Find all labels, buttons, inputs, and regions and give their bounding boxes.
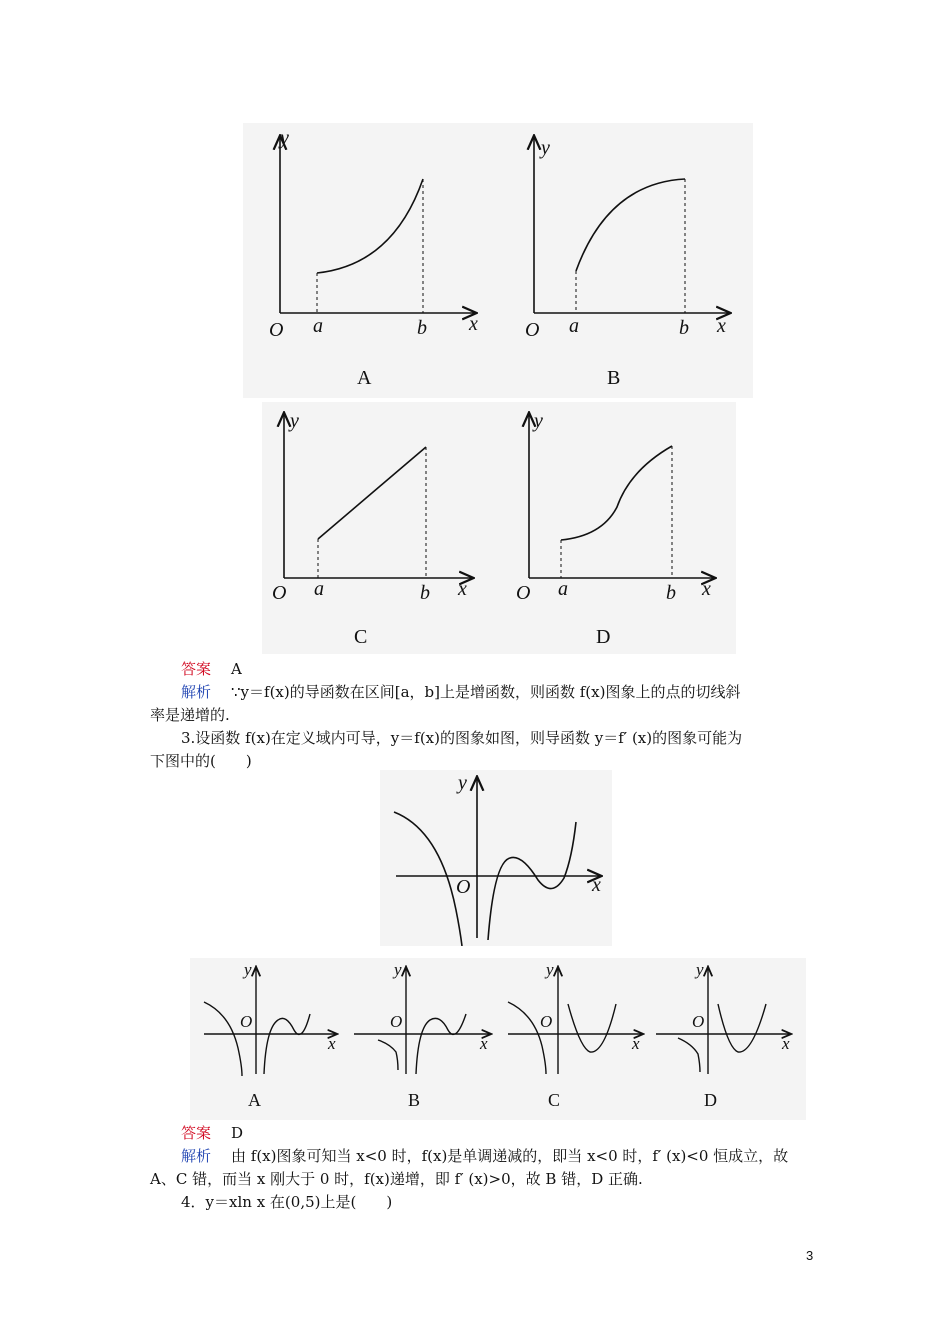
- curve-b: [576, 179, 685, 271]
- opt-c-y-label: y: [546, 960, 554, 979]
- figure-fx-graph: [380, 770, 612, 946]
- axis-x-label-d: x: [702, 578, 711, 600]
- panel-label-c: C: [354, 626, 368, 648]
- q3-answer-label: 答案: [181, 1124, 212, 1142]
- opt-b-y-label: y: [394, 960, 402, 979]
- origin-label-d: O: [516, 582, 531, 604]
- curve-d: [561, 446, 672, 540]
- curve-c: [318, 447, 426, 539]
- axis-y-label-c: y: [290, 410, 299, 432]
- fx-axis-y-label: y: [458, 772, 467, 794]
- analysis-text: ∵y＝f(x)的导函数在区间[a，b]上是增函数，则函数 f(x)图象上的点的切线斜: [231, 683, 741, 701]
- fx-curve-left: [394, 812, 462, 946]
- opt-b-x-label: x: [480, 1034, 488, 1053]
- answer-label: 答案: [181, 660, 212, 678]
- analysis-text-cont: 率是递增的.: [150, 706, 230, 724]
- origin-label-c: O: [272, 582, 287, 604]
- q3-stem-text: 3.设函数 f(x)在定义域内可导，y＝f(x)的图象如图，则导函数 y＝f′ (x)的图象可能为: [181, 729, 743, 747]
- opt-c-x-label: x: [632, 1034, 640, 1053]
- opt-b-origin: O: [390, 1012, 403, 1031]
- opt-a-x-label: x: [328, 1034, 336, 1053]
- page-number: 3: [806, 1248, 814, 1263]
- tick-b-label-a: b: [417, 317, 427, 339]
- fx-axis-x-label: x: [592, 874, 601, 896]
- opt-d-origin: O: [692, 1012, 705, 1031]
- tick-a-label-d: a: [558, 578, 568, 600]
- opt-d-label: D: [704, 1090, 717, 1110]
- q4-stem-text: 4．y＝xln x 在(0,5)上是( ): [181, 1193, 393, 1211]
- tick-a-label-a: a: [313, 315, 323, 337]
- figure-graphs-top: [243, 123, 753, 398]
- axis-x-label-b: x: [717, 315, 726, 337]
- axis-x-label-a: x: [469, 313, 478, 335]
- panel-label-d: D: [596, 626, 611, 648]
- opt-c-label: C: [548, 1090, 561, 1110]
- axis-y-label-b: y: [541, 137, 550, 159]
- graph-panel-c-d: [262, 402, 736, 654]
- analysis-label: 解析: [181, 683, 212, 701]
- figure-graphs-bottom: [262, 402, 736, 654]
- origin-label-b: O: [525, 319, 540, 341]
- tick-b-label-c: b: [420, 582, 430, 604]
- axis-x-label-c: x: [458, 578, 467, 600]
- opt-c-origin: O: [540, 1012, 553, 1031]
- q3-analysis-text-cont: A、C 错，而当 x 刚大于 0 时，f(x)递增，即 f′ (x)>0，故 B 错，D 正确.: [150, 1170, 643, 1188]
- tick-b-label-d: b: [666, 582, 676, 604]
- fx-graph-svg: [380, 770, 612, 946]
- q3-analysis-label: 解析: [181, 1147, 212, 1165]
- q3-analysis-text: 由 f(x)图象可知当 x<0 时，f(x)是单调递减的，即当 x<0 时，f′ (x)<0 恒成立，故: [231, 1147, 789, 1165]
- origin-label-a: O: [269, 319, 284, 341]
- fx-curve-right: [488, 822, 576, 940]
- figure-derivative-options: [190, 958, 806, 1120]
- tick-b-label-b: b: [679, 317, 689, 339]
- q3-stem-text-cont: 下图中的( ): [150, 752, 252, 770]
- graph-panel-a: [243, 123, 753, 398]
- opt-d-x-label: x: [782, 1034, 790, 1053]
- opt-a-origin: O: [240, 1012, 253, 1031]
- opt-a-y-label: y: [244, 960, 252, 979]
- axis-y-label-d: y: [534, 410, 543, 432]
- fx-origin-label: O: [456, 876, 471, 898]
- answer-value: A: [231, 660, 242, 678]
- panel-label-b: B: [607, 367, 621, 389]
- axis-y-label-a: y: [280, 127, 289, 149]
- tick-a-label-c: a: [314, 578, 324, 600]
- opt-a-label: A: [248, 1090, 261, 1110]
- panel-label-a: A: [357, 367, 372, 389]
- opt-d-y-label: y: [696, 960, 704, 979]
- curve-a: [317, 179, 423, 273]
- q3-answer-value: D: [231, 1124, 244, 1142]
- opt-b-label: B: [408, 1090, 421, 1110]
- tick-a-label-b: a: [569, 315, 579, 337]
